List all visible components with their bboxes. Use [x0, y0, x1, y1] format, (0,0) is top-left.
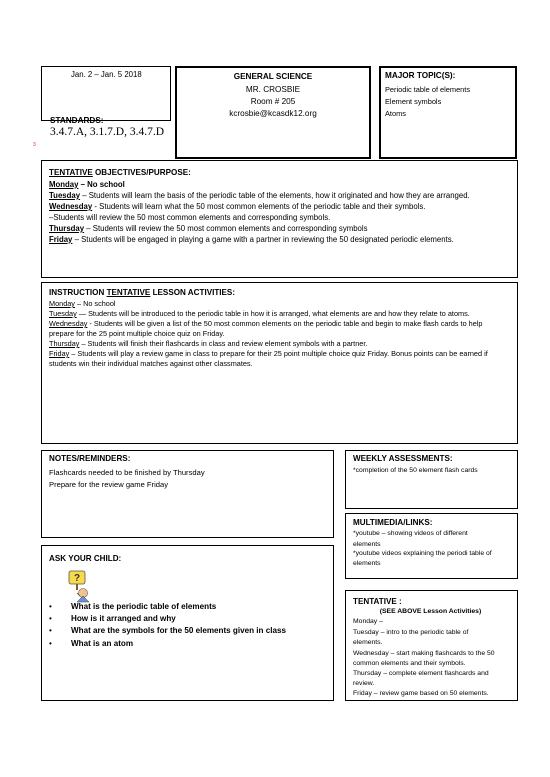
course-title: GENERAL SCIENCE: [233, 72, 313, 81]
major-topics-title: MAJOR TOPIC(S):: [385, 71, 456, 80]
tentative-line: Monday –: [353, 618, 383, 625]
standards-codes: 3.4.7.A, 3.1.7.D, 3.4.7.D: [50, 126, 165, 138]
svg-text:?: ?: [73, 573, 81, 584]
tentative-line: review.: [353, 680, 375, 687]
instruction-line: Friday – Students will play a review game in class to prepare for their 25 point multiple choice quiz Friday. Bonus points can be earned if: [49, 349, 488, 358]
question-item: • What is the periodic table of elements: [49, 601, 286, 613]
tentative-line: common elements and their symbols.: [353, 660, 466, 667]
tentative-line: Tuesday – intro to the periodic table of: [353, 629, 469, 636]
instruction-line: Wednesday - Students will be given a list of the 50 most common elements on the periodic table and begin to make flash cards to help: [49, 319, 483, 328]
objective-line: Tuesday – Students will learn the basis of the periodic table of the elements, how it originated and how they are arranged.: [49, 191, 470, 200]
multimedia-title: MULTIMEDIA/LINKS:: [353, 518, 433, 527]
tentative-subtitle: (SEE ABOVE Lesson Activities): [379, 608, 482, 615]
topic-item: Periodic table of elements: [385, 85, 471, 94]
multimedia-box: [345, 513, 518, 579]
objective-line: Monday – No school: [49, 180, 125, 189]
ask-child-title: ASK YOUR CHILD:: [49, 554, 122, 563]
stray-mark: 3: [33, 142, 36, 148]
tentative-line: Friday – review game based on 50 elements.: [353, 690, 489, 697]
tentative-title: TENTATIVE :: [353, 597, 402, 606]
tentative-line: Wednesday – start making flashcards to the 50: [353, 650, 495, 657]
tentative-box: [345, 590, 518, 701]
instruction-line: students win their individual matches against other classmates.: [49, 359, 253, 368]
multimedia-line: elements: [353, 541, 381, 548]
instruction-title: INSTRUCTION TENTATIVE LESSON ACTIVITIES:: [49, 288, 236, 297]
question-item: • What is an atom: [49, 638, 286, 650]
multimedia-line: *youtube – showing videos of different: [353, 530, 468, 537]
instruction-line: Tuesday — Students will be introduced to the periodic table in how it is arranged, what elements are and how they relate to atoms.: [49, 309, 470, 318]
instruction-line: Thursday – Students will finish their flashcards in class and review element symbols with a partner.: [49, 339, 368, 348]
room-number: Room # 205: [250, 97, 296, 106]
weekly-assessments-title: WEEKLY ASSESSMENTS:: [353, 454, 453, 463]
dates-box: [41, 66, 171, 121]
standards-title: STANDARDS:: [50, 116, 104, 125]
multimedia-line: elements: [353, 560, 381, 567]
notes-box: [41, 450, 334, 538]
objective-line: –Students will review the 50 most common elements and corresponding symbols.: [49, 213, 331, 222]
tentative-line: Thursday – complete element flashcards and: [353, 670, 489, 677]
ask-child-box: [41, 545, 334, 701]
instruction-line: prepare for the 25 point multiple choice quiz on Friday.: [49, 329, 225, 338]
ask-child-questions: [49, 601, 286, 650]
instruction-box: [41, 282, 518, 444]
topic-item: Atoms: [385, 109, 406, 118]
question-item: • How is it arranged and why: [49, 613, 286, 625]
question-item: • What are the symbols for the 50 elements given in class: [49, 625, 286, 637]
question-cartoon-icon: [64, 569, 96, 605]
note-line: Flashcards needed to be finished by Thursday: [49, 468, 205, 477]
topic-item: Element symbols: [385, 97, 442, 106]
notes-title: NOTES/REMINDERS:: [49, 454, 131, 463]
multimedia-line: *youtube videos explaining the periodi table of: [353, 550, 492, 557]
teacher-email: kcrosbie@kcasdk12.org: [229, 109, 317, 118]
objective-line: Thursday – Students will review the 50 most common elements and corresponding symbols: [49, 224, 368, 233]
weekly-assessments-text: *completion of the 50 element flash cards: [353, 467, 478, 474]
objectives-title: TENTATIVE OBJECTIVES/PURPOSE:: [49, 168, 191, 177]
major-topics-box: [379, 66, 517, 159]
objective-line: Friday – Students will be engaged in playing a game with a partner in reviewing the 50 designated periodic elements.: [49, 235, 454, 244]
objectives-box: [41, 160, 518, 278]
tentative-line: elements.: [353, 639, 383, 646]
objective-line: Wednesday - Students will learn what the 50 most common elements of the periodic table and their symbols.: [49, 202, 426, 211]
instruction-line: Monday – No school: [49, 299, 116, 308]
note-line: Prepare for the review game Friday: [49, 480, 169, 489]
teacher-name: MR. CROSBIE: [245, 85, 301, 94]
dates: Jan. 2 – Jan. 5 2018: [71, 70, 142, 79]
course-info-box: [175, 66, 371, 159]
weekly-assessments-box: [345, 450, 518, 509]
